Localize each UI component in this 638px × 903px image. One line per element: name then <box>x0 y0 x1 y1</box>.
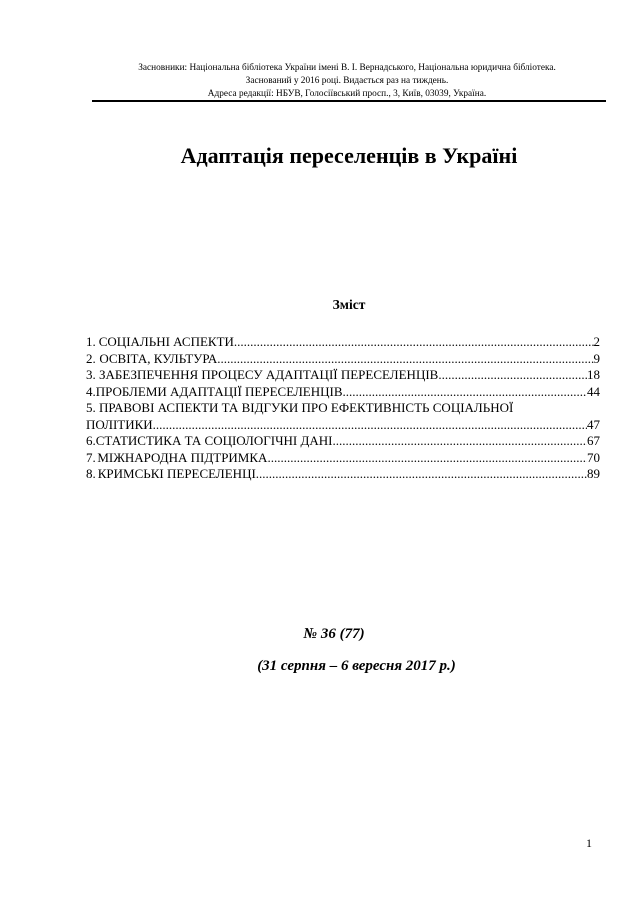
toc-leader-dots <box>256 466 587 483</box>
toc-item[interactable] <box>86 351 600 368</box>
toc-item-label: МІЖНАРОДНА ПІДТРИМКА <box>97 449 268 465</box>
toc-item-label: СТАТИСТИКА ТА СОЦІОЛОГІЧНІ ДАНІ <box>95 433 333 448</box>
toc-item-continuation[interactable] <box>86 417 600 434</box>
masthead-address: Адреса редакції: НБУВ, Голосіївський просп., 3, Київ, 03039, Україна. <box>207 89 487 99</box>
toc-item-number: 8. <box>86 466 96 481</box>
toc-item[interactable] <box>86 466 600 483</box>
toc-leader-dots <box>153 417 587 434</box>
table-of-contents <box>86 334 600 483</box>
toc-item-label: ОСВІТА, КУЛЬТУРА <box>99 350 218 366</box>
toc-item-page: 67 <box>587 433 600 448</box>
document-title: Адаптація переселенців в Україні <box>180 143 518 168</box>
toc-leader-dots <box>217 351 593 368</box>
issue-dates: (31 серпня – 6 вересня 2017 р.) <box>257 658 456 674</box>
toc-item-number: 6. <box>86 433 96 448</box>
toc-item-label: КРИМСЬКІ ПЕРЕСЕЛЕНЦІ <box>97 466 256 481</box>
toc-leader-dots <box>343 384 588 401</box>
toc-leader-dots <box>267 450 587 467</box>
toc-item-page: 47 <box>587 416 600 432</box>
toc-item-number: 1. <box>86 334 96 349</box>
toc-item[interactable] <box>86 334 600 351</box>
header-divider <box>92 100 606 102</box>
toc-item-label: СОЦІАЛЬНІ АСПЕКТИ <box>98 334 234 349</box>
toc-heading: Зміст <box>332 297 366 312</box>
toc-item-page: 70 <box>587 449 600 465</box>
toc-item-page: 2 <box>593 334 600 349</box>
toc-item-label-cont: ПОЛІТИКИ <box>86 416 153 432</box>
masthead <box>92 62 602 101</box>
toc-item-number: 3. <box>86 367 96 382</box>
toc-item-label: ЗАБЕЗПЕЧЕННЯ ПРОЦЕСУ АДАПТАЦІЇ ПЕРЕСЕЛЕНЦІВ <box>99 367 439 382</box>
toc-item-number: 7. <box>86 449 96 465</box>
toc-item[interactable] <box>86 367 600 384</box>
toc-leader-dots <box>438 367 587 384</box>
toc-item[interactable] <box>86 384 600 401</box>
toc-item[interactable] <box>86 450 600 467</box>
issue-number: № 36 (77) <box>303 626 365 642</box>
toc-leader-dots <box>234 334 594 351</box>
toc-item-page: 44 <box>587 383 600 399</box>
toc-item[interactable] <box>86 400 600 417</box>
masthead-founded: Заснований у 2016 році. Видається раз на тиждень. <box>245 76 449 86</box>
toc-item-label: ПРАВОВІ АСПЕКТИ ТА ВІДГУКИ ПРО ЕФЕКТИВНІСТЬ СОЦІАЛЬНОЇ <box>99 400 514 415</box>
toc-item-number: 5. <box>86 400 96 415</box>
toc-item[interactable] <box>86 433 600 450</box>
toc-item-page: 9 <box>593 350 600 366</box>
toc-item-number: 4. <box>86 383 96 399</box>
toc-item-page: 89 <box>587 466 600 481</box>
toc-item-number: 2. <box>86 350 96 366</box>
toc-leader-dots <box>333 433 588 450</box>
toc-item-label: ПРОБЛЕМИ АДАПТАЦІЇ ПЕРЕСЕЛЕНЦІВ <box>95 383 343 399</box>
toc-item-page: 18 <box>587 367 600 382</box>
masthead-founders: Засновники: Національна бібліотека України імені В. І. Вернадського, Національна юридична бібліотека. <box>138 63 556 73</box>
page-number: 1 <box>586 836 592 850</box>
